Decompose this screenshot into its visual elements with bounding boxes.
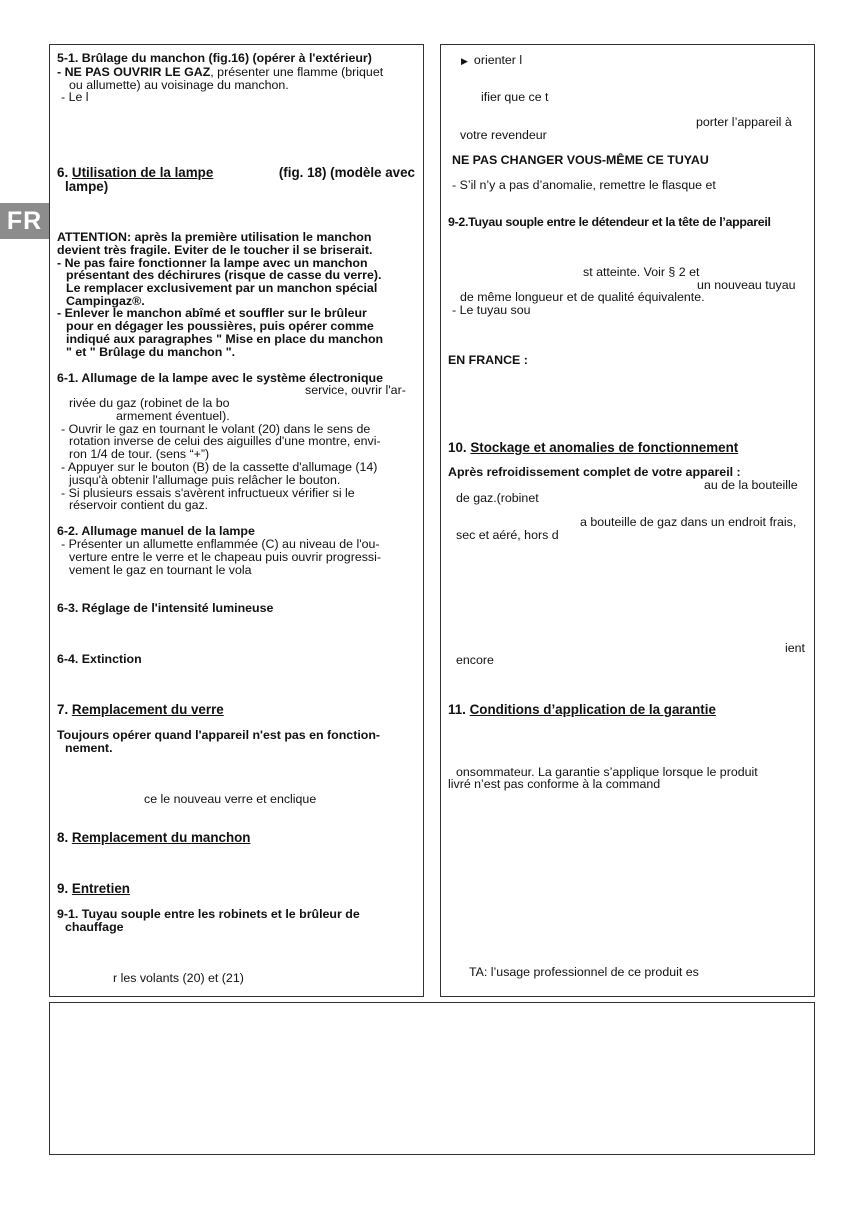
section-5-1-title: 5-1. Brûlage du manchon (fig.16) (opérer à l'extérieur) bbox=[57, 51, 372, 65]
section-10-line-1: au de la bouteille bbox=[704, 478, 798, 492]
section-10-line-5: ient bbox=[785, 641, 805, 655]
section-10-number: 10. bbox=[448, 440, 467, 455]
attention-bullet-2-l3: indiqué aux paragraphes " Mise en place du manchon bbox=[66, 332, 384, 346]
section-11-line-2: livré n’est pas conforme à la command bbox=[448, 777, 661, 791]
section-9-title bbox=[57, 882, 130, 895]
section-7-title bbox=[57, 703, 224, 716]
section-7-line-3: ce le nouveau verre et enclique bbox=[144, 792, 317, 806]
section-10-subtitle: Après refroidissement complet de votre appareil : bbox=[448, 465, 741, 479]
section-6-1-bullet-3-l2: jusqu'à obtenir l'allumage puis relâcher le bouton. bbox=[69, 473, 341, 487]
section-6-title-rest: (fig. 18) (modèle avec bbox=[278, 165, 415, 180]
en-france-label: EN FRANCE : bbox=[448, 353, 528, 367]
section-9-2-line-4: - Le tuyau sou bbox=[452, 303, 531, 317]
attention-bullet-2-l4: " et " Brûlage du manchon ". bbox=[66, 345, 236, 359]
attention-bullet-1-l1: - Ne pas faire fonctionner la lampe avec un manchon bbox=[57, 256, 368, 270]
right-bullet-orient-text: orienter l bbox=[473, 53, 523, 67]
section-6-heading bbox=[57, 166, 213, 179]
section-9-1-line-1: 9-1. Tuyau souple entre les robinets et le brûleur de bbox=[57, 907, 360, 921]
attention-bullet-2-l2: pour en dégager les poussières, puis opérer comme bbox=[66, 319, 374, 333]
section-6-1-title: 6-1. Allumage de la lampe avec le système électronique bbox=[57, 371, 383, 385]
section-7-number: 7. bbox=[57, 702, 69, 717]
section-6-4-title: 6-4. Extinction bbox=[57, 652, 142, 666]
attention-line-2: devient très fragile. Eviter de le toucher il se briserait. bbox=[57, 243, 373, 257]
section-6-2-line-3: vement le gaz en tournant le vola bbox=[69, 563, 252, 577]
section-9-2-line-3: de même longueur et de qualité équivalente. bbox=[460, 290, 705, 304]
section-10-line-3: a bouteille de gaz dans un endroit frais, bbox=[580, 515, 797, 529]
section-6-1-bullet-4-l1: - Si plusieurs essais s'avèrent infructueux vérifier si le bbox=[61, 486, 355, 500]
section-9-2-line-2: un nouveau tuyau bbox=[697, 278, 796, 292]
section-6-title-cont: lampe) bbox=[65, 179, 109, 194]
section-8-number: 8. bbox=[57, 830, 69, 845]
section-6-1-line-2: service, ouvrir l'ar- bbox=[305, 383, 406, 397]
attention-bullet-1-l4: Campingaz®. bbox=[66, 294, 145, 308]
section-7-line-2: nement. bbox=[65, 741, 113, 755]
right-line-5: - S’il n’y a pas d’anomalie, remettre le flasque et bbox=[452, 178, 716, 192]
section-5-1-bullet-1-cont: ou allumette) au voisinage du manchon. bbox=[69, 78, 289, 92]
section-9-2-title: 9-2.Tuyau souple entre le détendeur et la tête de l’appareil bbox=[448, 215, 771, 229]
section-6-1-line-3: rivée du gaz (robinet de la bo bbox=[69, 396, 230, 410]
section-5-1-bullet-1-rest: , présenter une flamme (briquet bbox=[210, 65, 384, 79]
section-9-1-line-3: r les volants (20) et (21) bbox=[113, 971, 244, 985]
attention-line-1: ATTENTION: après la première utilisation le manchon bbox=[57, 230, 372, 244]
section-11-line-1: onsommateur. La garantie s’applique lorsque le produit bbox=[456, 765, 758, 779]
section-9-2-line-1: st atteinte. Voir § 2 et bbox=[583, 265, 700, 279]
section-10-line-2: de gaz.(robinet bbox=[456, 491, 539, 505]
section-11-title-underlined: Conditions d’application de la garantie bbox=[469, 702, 716, 717]
right-bullet-orient bbox=[461, 54, 522, 68]
section-6-2-line-1: - Présenter un allumette enflammée (C) au niveau de l'ou- bbox=[61, 537, 380, 551]
section-6-title bbox=[57, 166, 415, 179]
section-11-title bbox=[448, 703, 716, 716]
section-10-title bbox=[448, 441, 738, 454]
section-10-line-4: sec et aéré, hors d bbox=[456, 528, 559, 542]
section-6-1-bullet-3-l1: - Appuyer sur le bouton (B) de la cassette d'allumage (14) bbox=[61, 460, 378, 474]
section-6-1-bullet-2-l2: rotation inverse de celui des aiguilles d'une montre, envi- bbox=[69, 434, 381, 448]
do-not-change-hose-warning: NE PAS CHANGER VOUS-MÊME CE TUYAU bbox=[452, 153, 709, 167]
section-6-1-bullet-4-l2: réservoir contient du gaz. bbox=[69, 498, 209, 512]
section-9-number: 9. bbox=[57, 881, 69, 896]
section-10-title-underlined: Stockage et anomalies de fonctionnement bbox=[470, 440, 739, 455]
section-8-title-underlined: Remplacement du manchon bbox=[71, 830, 251, 845]
section-11-number: 11. bbox=[448, 702, 466, 717]
section-6-number: 6. bbox=[57, 165, 69, 180]
section-6-2-title: 6-2. Allumage manuel de la lampe bbox=[57, 524, 255, 538]
attention-bullet-2-l1: - Enlever le manchon abîmé et souffler sur le brûleur bbox=[57, 306, 367, 320]
section-9-title-underlined: Entretien bbox=[71, 881, 130, 896]
section-5-1-bullet-2: - Le l bbox=[61, 90, 89, 104]
right-line-2: ifier que ce t bbox=[481, 90, 549, 104]
attention-bullet-1-l3: Le remplacer exclusivement par un manchon spécial bbox=[66, 281, 378, 295]
section-11-line-3: TA: l’usage professionnel de ce produit es bbox=[469, 965, 699, 979]
right-line-4: votre revendeur bbox=[460, 128, 547, 142]
attention-bullet-1-l2: présentant des déchirures (risque de casse du verre). bbox=[66, 268, 382, 282]
section-7-title-underlined: Remplacement du verre bbox=[71, 702, 224, 717]
section-8-title bbox=[57, 831, 250, 844]
right-line-3: porter l’appareil à bbox=[696, 115, 792, 129]
section-6-1-line-4: armement éventuel). bbox=[116, 409, 230, 423]
no-open-gas-warning: - NE PAS OUVRIR LE GAZ bbox=[57, 65, 211, 79]
language-tab: FR bbox=[0, 203, 49, 239]
section-6-2-line-2: verture entre le verre et le chapeau puis ouvrir progressi- bbox=[69, 550, 381, 564]
section-10-line-6: encore bbox=[456, 653, 494, 667]
triangle-bullet-icon: ▶ bbox=[461, 56, 468, 66]
section-6-1-bullet-2-l1: - Ouvrir le gaz en tournant le volant (20) dans le sens de bbox=[61, 422, 371, 436]
section-7-line-1: Toujours opérer quand l'appareil n'est pas en fonction- bbox=[57, 728, 381, 742]
bottom-empty-frame bbox=[49, 1002, 815, 1155]
section-6-1-bullet-2-l3: ron 1/4 de tour. (sens “+”) bbox=[69, 447, 210, 461]
section-9-1-line-2: chauffage bbox=[65, 920, 124, 934]
section-6-title-underlined: Utilisation de la lampe bbox=[71, 165, 214, 180]
section-6-3-title: 6-3. Réglage de l'intensité lumineuse bbox=[57, 601, 274, 615]
